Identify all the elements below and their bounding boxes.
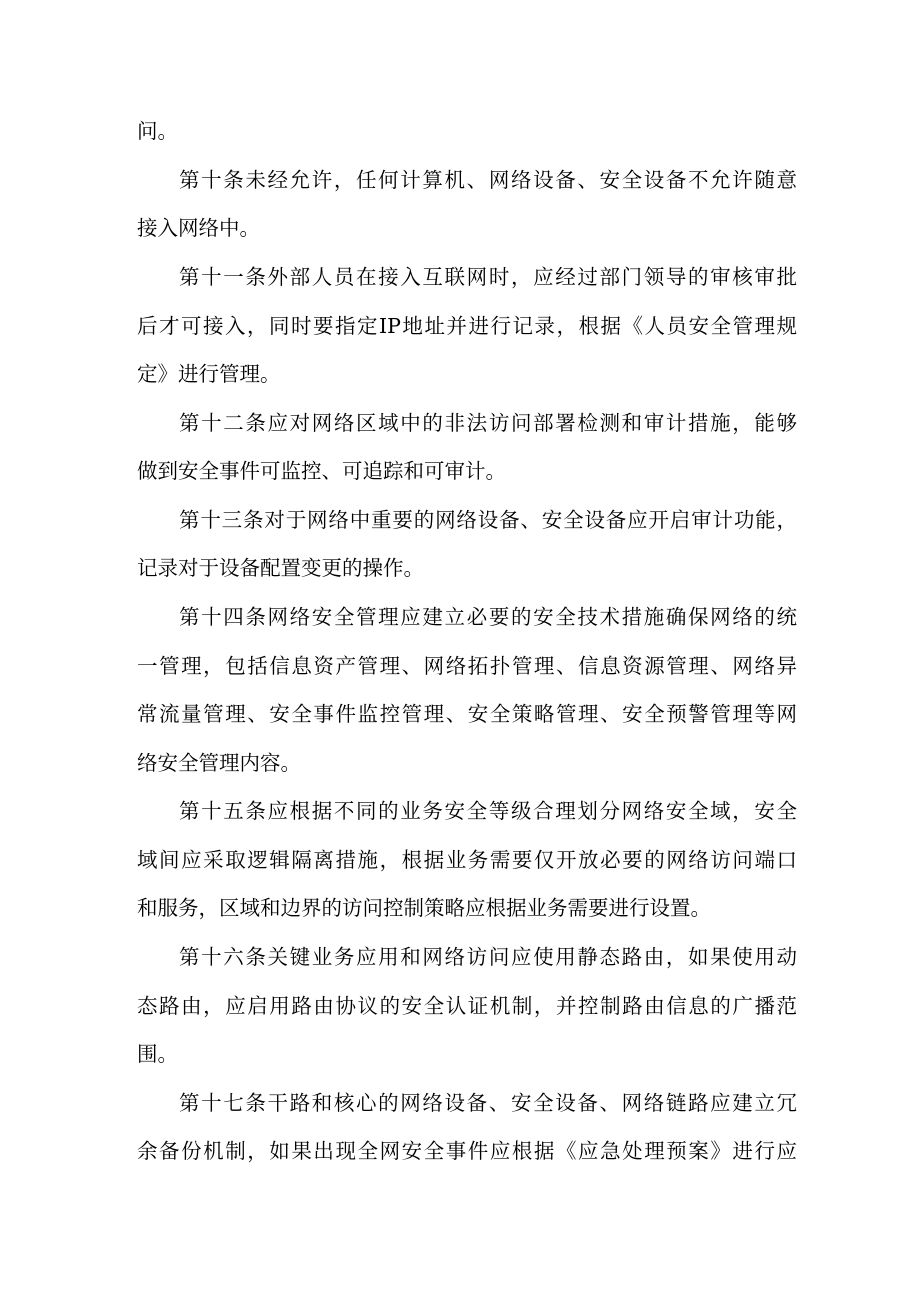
article-16-line-2: 态路由，应启用路由协议的安全认证机制，并控制路由信息的广播范: [137, 994, 797, 1018]
article-10-line-2: 接入网络中。: [137, 216, 260, 240]
article-15-line-1: 第十五条应根据不同的业务安全等级合理划分网络安全域，安全: [179, 799, 797, 823]
article-14-line-3: 常流量管理、安全事件监控管理、安全策略管理、安全预警管理等网: [137, 702, 797, 726]
article-17-line-1: 第十七条干路和核心的网络设备、安全设备、网络链路应建立冗: [179, 1091, 797, 1115]
article-15-line-2: 域间应采取逻辑隔离措施，根据业务需要仅开放必要的网络访问端口: [137, 848, 797, 872]
article-11-line-3: 定》进行管理。: [137, 362, 281, 386]
article-12-line-1: 第十二条应对网络区域中的非法访问部署检测和审计措施，能够: [179, 411, 797, 435]
article-16-line-1: 第十六条关键业务应用和网络访问应使用静态路由，如果使用动: [179, 945, 797, 969]
article-14-line-2: 一管理，包括信息资产管理、网络拓扑管理、信息资源管理、网络异: [137, 654, 797, 678]
article-15-line-3: 和服务，区域和边界的访问控制策略应根据业务需要进行设置。: [137, 896, 711, 920]
article-17-line-2: 余备份机制，如果出现全网安全事件应根据《应急处理预案》进行应: [137, 1139, 797, 1163]
article-13-line-1: 第十三条对于网络中重要的网络设备、安全设备应开启审计功能，: [179, 508, 797, 532]
article-16-line-3: 围。: [137, 1042, 178, 1066]
article-14-line-4: 络安全管理内容。: [137, 751, 301, 775]
article-11-line-1: 第十一条外部人员在接入互联网时，应经过部门领导的审核审批: [179, 265, 797, 289]
article-14-line-1: 第十四条网络安全管理应建立必要的安全技术措施确保网络的统: [179, 605, 797, 629]
article-12-line-2: 做到安全事件可监控、可追踪和可审计。: [137, 459, 506, 483]
article-13-line-2: 记录对于设备配置变更的操作。: [137, 556, 424, 580]
article-11-line-2: 后才可接入，同时要指定IP地址并进行记录，根据《人员安全管理规: [137, 314, 797, 338]
text-line: 问。: [137, 119, 178, 143]
article-10-line-1: 第十条未经允许，任何计算机、网络设备、安全设备不允许随意: [179, 168, 797, 192]
